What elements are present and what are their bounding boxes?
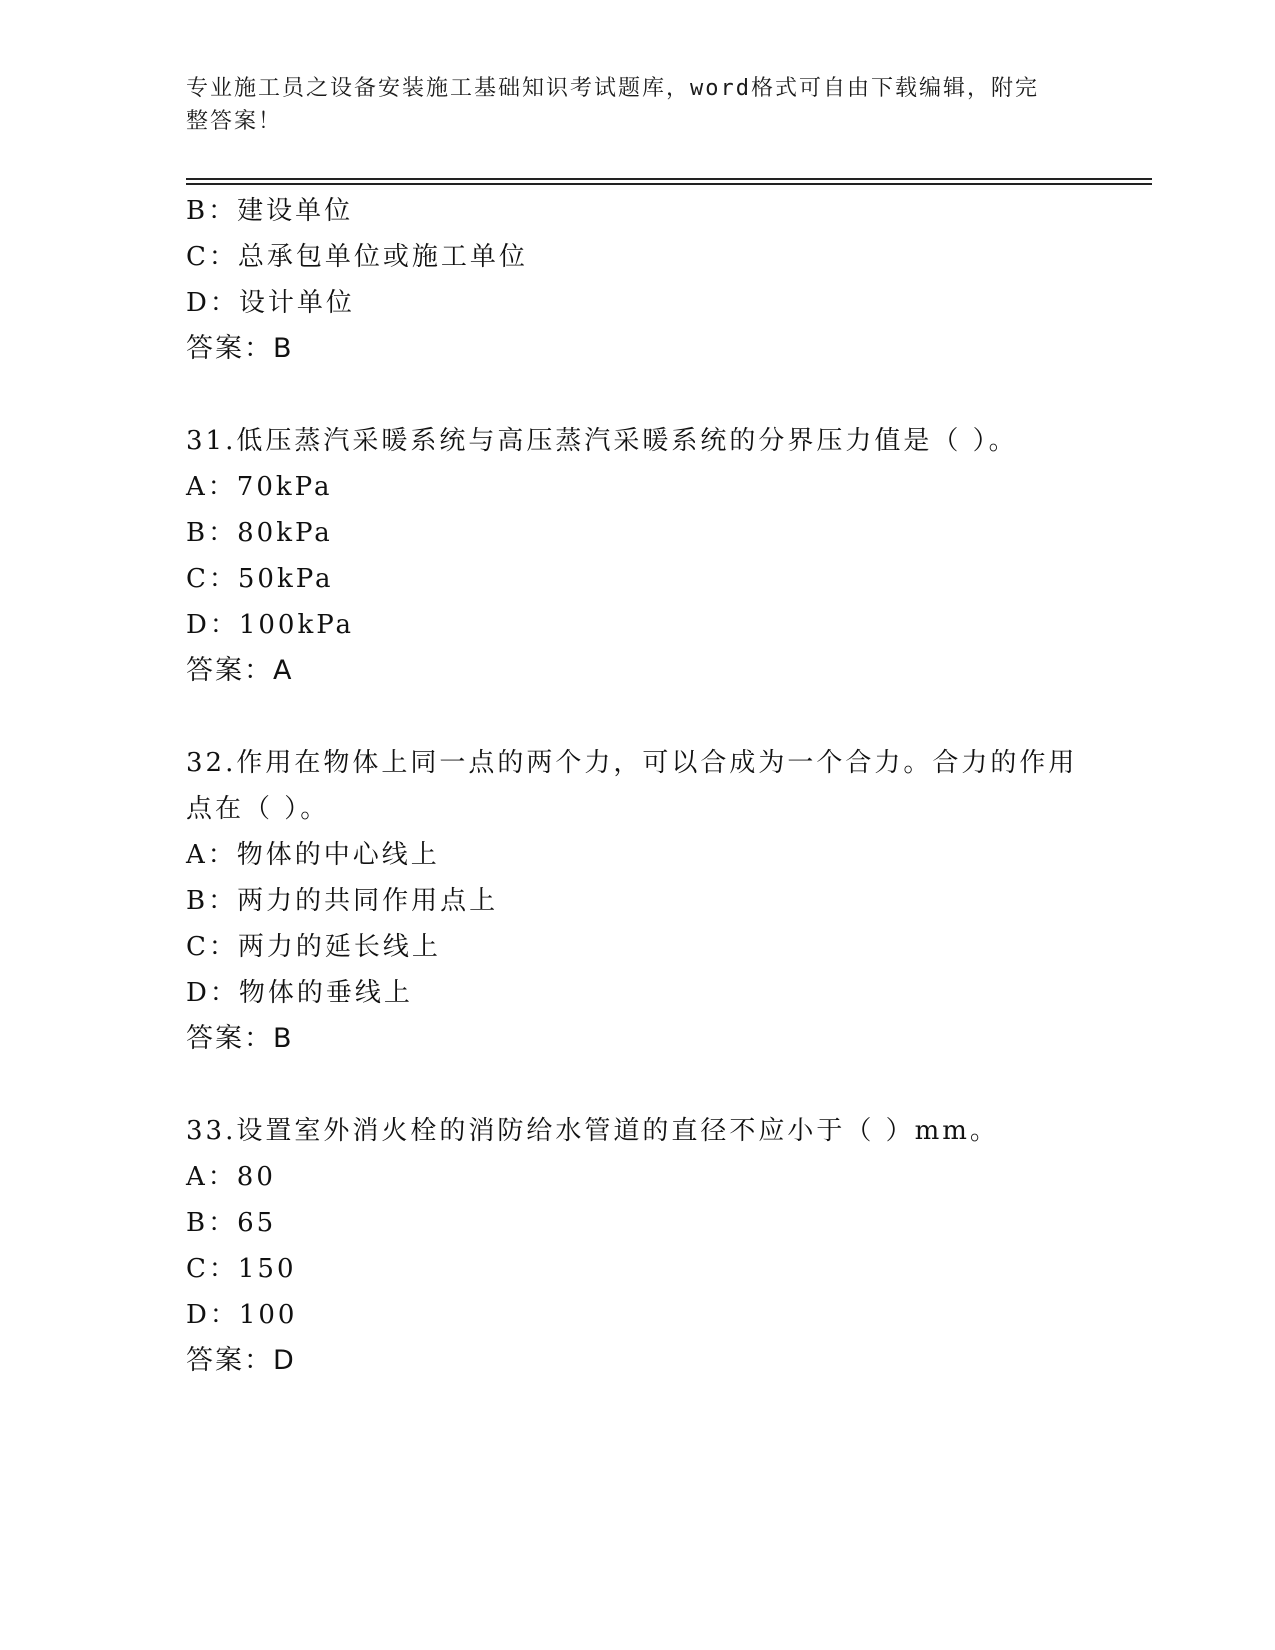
partial-question xyxy=(186,188,1086,372)
question-32 xyxy=(186,740,1086,1062)
question-list xyxy=(186,188,1086,1384)
option-d: D：物体的垂线上 xyxy=(186,978,413,1008)
option-d: D：设计单位 xyxy=(186,288,355,318)
option-b: B：建设单位 xyxy=(186,196,354,226)
header-line-1: 专业施工员之设备安装施工基础知识考试题库，word格式可自由下载编辑，附完 xyxy=(186,76,1039,101)
option-c: C：总承包单位或施工单位 xyxy=(186,242,528,272)
option-a: A：80 xyxy=(186,1162,276,1192)
answer-line: 答案：D xyxy=(186,1345,296,1376)
question-stem: 32.作用在物体上同一点的两个力，可以合成为一个合力。合力的作用 xyxy=(186,748,1078,778)
answer-line: 答案：B xyxy=(186,333,294,364)
answer-line: 答案：A xyxy=(186,655,294,686)
question-stem: 31.低压蒸汽采暖系统与高压蒸汽采暖系统的分界压力值是（ ）。 xyxy=(186,426,1018,456)
document-header xyxy=(186,72,1076,138)
header-rule-top xyxy=(186,178,1152,180)
option-a: A：物体的中心线上 xyxy=(186,840,440,870)
question-33 xyxy=(186,1108,1086,1384)
header-line-2: 整答案！ xyxy=(186,109,283,134)
option-d: D：100 xyxy=(186,1300,298,1330)
option-c: C：50kPa xyxy=(186,564,334,594)
option-a: A：70kPa xyxy=(186,472,333,502)
question-31 xyxy=(186,418,1086,694)
answer-line: 答案：B xyxy=(186,1023,294,1054)
option-c: C：150 xyxy=(186,1254,297,1284)
option-c: C：两力的延长线上 xyxy=(186,932,441,962)
option-d: D：100kPa xyxy=(186,610,355,640)
question-stem: 33.设置室外消火栓的消防给水管道的直径不应小于（ ）mm。 xyxy=(186,1116,999,1146)
question-stem-continued: 点在（ ）。 xyxy=(186,794,330,824)
option-b: B：80kPa xyxy=(186,518,333,548)
option-b: B：65 xyxy=(186,1208,277,1238)
option-b: B：两力的共同作用点上 xyxy=(186,886,499,916)
header-rule-bottom xyxy=(186,183,1152,185)
